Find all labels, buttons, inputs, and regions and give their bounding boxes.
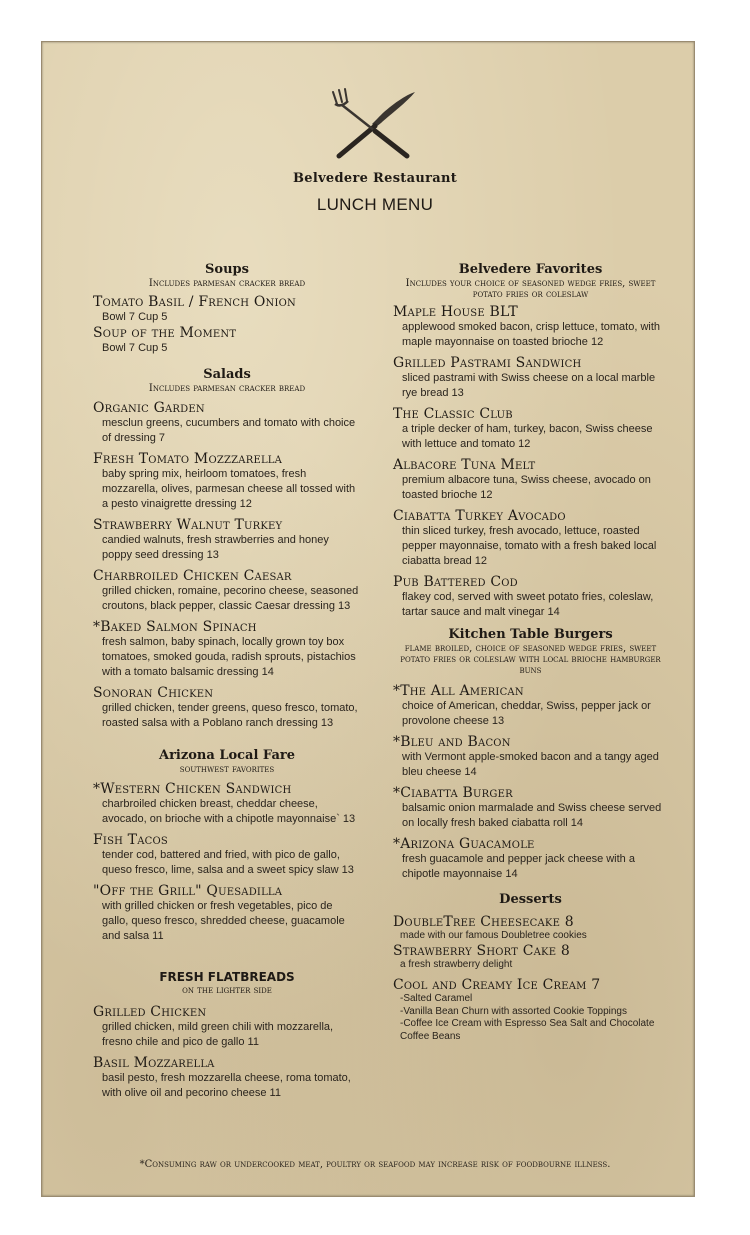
menu-item-desc: made with our famous Doubletree cookies bbox=[400, 930, 587, 941]
menu-item-desc: basil pesto, fresh mozzarella cheese, roma tomato, with olive oil and pecorino cheese 11 bbox=[102, 1072, 351, 1099]
menu-item-desc: choice of American, cheddar, Swiss, pepper jack or provolone cheese 13 bbox=[402, 700, 651, 727]
menu-item-desc: a triple decker of ham, turkey, bacon, Swiss cheese with lettuce and tomato 12 bbox=[402, 423, 653, 450]
section-title: Soups bbox=[205, 262, 249, 277]
menu-item-desc: sliced pastrami with Swiss cheese on a local marble rye bread 13 bbox=[402, 372, 656, 399]
menu-item-name: Grilled Pastrami Sandwich bbox=[393, 355, 582, 371]
menu-item-name: DoubleTree Cheesecake 8 bbox=[393, 914, 574, 930]
menu-item-desc: grilled chicken, tender greens, queso fresco, tomato, roasted salsa with a Poblano ranch dressing 13 bbox=[102, 702, 358, 729]
disclaimer: *Consuming raw or undercooked meat, poultry or seafood may increase risk of foodbourne illness. bbox=[139, 1159, 611, 1170]
section-title: Desserts bbox=[499, 892, 562, 907]
menu-item-desc: applewood smoked bacon, crisp lettuce, tomato, with maple mayonnaise on toasted brioche 12 bbox=[402, 321, 661, 348]
menu-item-desc: mesclun greens, cucumbers and tomato with choice of dressing 7 bbox=[102, 417, 356, 444]
menu-title: LUNCH MENU bbox=[316, 195, 434, 214]
menu-item-name: Ciabatta Turkey Avocado bbox=[393, 508, 566, 524]
menu-item-name: Sonoran Chicken bbox=[93, 685, 214, 701]
menu-item-desc: Bowl 7 Cup 5 bbox=[102, 311, 168, 323]
desserts-section bbox=[393, 892, 668, 1043]
menu-item-desc: fresh guacamole and pepper jack cheese with a chipotle mayonnaise 14 bbox=[402, 853, 635, 880]
crossed-fork-knife-icon bbox=[325, 86, 423, 162]
menu-item-name: Albacore Tuna Melt bbox=[393, 457, 536, 473]
menu-item-desc: with grilled chicken or fresh vegetables, pico de gallo, queso fresco, shredded cheese, guacamole and salsa 11 bbox=[102, 900, 345, 942]
menu-item-name: *The All American bbox=[393, 683, 524, 699]
section-subtitle: flame broiled, choice of seasoned wedge fries, sweet potato fries or coleslaw with local brioche hamburger buns bbox=[400, 643, 661, 676]
menu-item-name: "Off the Grill" Quesadilla bbox=[93, 883, 283, 899]
menu-item-bullet: -Salted Caramel bbox=[400, 993, 473, 1004]
menu-item-name: Basil Mozzarella bbox=[93, 1055, 215, 1071]
section-title: FRESH FLATBREADS bbox=[159, 970, 295, 984]
menu-item-name: *Arizona Guacamole bbox=[393, 836, 535, 852]
menu-item-bullet: -Vanilla Bean Churn with assorted Cookie Toppings bbox=[400, 1005, 627, 1017]
section-title: Arizona Local Fare bbox=[158, 748, 295, 763]
menu-item-desc: flakey cod, served with sweet potato fries, coleslaw, tartar sauce and malt vinegar 14 bbox=[402, 591, 654, 618]
menu-item-name: Fresh Tomato Mozzzarella bbox=[93, 451, 283, 467]
favorites-section bbox=[393, 262, 668, 620]
menu-item-desc: candied walnuts, fresh strawberries and honey poppy seed dressing 13 bbox=[102, 534, 329, 561]
menu-item-name: Pub Battered Cod bbox=[393, 574, 518, 590]
menu-item-name: Soup of the Moment bbox=[93, 325, 237, 341]
menu-item-name: Maple House BLT bbox=[393, 304, 518, 320]
left-column bbox=[93, 262, 361, 1101]
menu-item-desc: baby spring mix, heirloom tomatoes, fresh mozzarella, olives, parmesan cheese all tossed with a pesto vinaigrette dressing 12 bbox=[102, 468, 356, 510]
menu-item-bullet: -Coffee Ice Cream with Espresso Sea Salt and Chocolate Coffee Beans bbox=[400, 1018, 655, 1042]
restaurant-name: Belvedere Restaurant bbox=[292, 171, 458, 186]
menu-item-name: *Baked Salmon Spinach bbox=[93, 619, 257, 635]
salads-section bbox=[93, 367, 361, 731]
menu-item-desc: balsamic onion marmalade and Swiss cheese served on locally fresh baked ciabatta roll 14 bbox=[402, 802, 662, 829]
section-title: Belvedere Favorites bbox=[458, 262, 603, 277]
flatbreads-section bbox=[93, 969, 361, 1101]
menu-item-desc: a fresh strawberry delight bbox=[400, 958, 513, 970]
section-title: Kitchen Table Burgers bbox=[448, 627, 613, 642]
section-subtitle: Includes your choice of seasoned wedge fries, sweet potato fries or coleslaw bbox=[405, 278, 656, 300]
menu-item-name: Cool and Creamy Ice Cream 7 bbox=[393, 977, 601, 993]
menu-item-name: Strawberry Walnut Turkey bbox=[93, 517, 283, 533]
menu-item-desc: Bowl 7 Cup 5 bbox=[102, 342, 168, 354]
menu-item-desc: fresh salmon, baby spinach, locally grown toy box tomatoes, smoked gouda, radish sprouts, pistachios with a tomato balsamic dressing 14 bbox=[102, 636, 356, 678]
section-subtitle: southwest favorites bbox=[179, 764, 275, 775]
menu-item-name: Charbroiled Chicken Caesar bbox=[93, 568, 292, 584]
soups-section bbox=[93, 262, 361, 356]
menu-item-name: *Bleu and Bacon bbox=[393, 734, 511, 750]
menu-item-name: Strawberry Short Cake 8 bbox=[393, 942, 570, 959]
section-title: Salads bbox=[203, 367, 251, 382]
menu-item-desc: grilled chicken, romaine, pecorino cheese, seasoned croutons, black pepper, classic Caesar dressing 13 bbox=[102, 585, 359, 612]
menu-item-name: *Western Chicken Sandwich bbox=[93, 781, 292, 797]
menu-item-name: Fish Tacos bbox=[93, 832, 168, 848]
menu-item-desc: grilled chicken, mild green chili with mozzarella, fresno chile and pico de gallo 11 bbox=[102, 1021, 334, 1048]
menu-item-name: Grilled Chicken bbox=[93, 1004, 207, 1020]
menu-item-desc: with Vermont apple-smoked bacon and a tangy aged bleu cheese 14 bbox=[402, 751, 659, 778]
section-subtitle: Includes parmesan cracker bread bbox=[148, 278, 306, 289]
menu-item-name: The Classic Club bbox=[393, 406, 513, 422]
burgers-section bbox=[393, 627, 668, 882]
menu-item-desc: tender cod, battered and fried, with pico de gallo, queso fresco, lime, salsa and a sweet spicy slaw 13 bbox=[102, 849, 354, 876]
menu-item-name: Tomato Basil / French Onion bbox=[93, 294, 296, 310]
menu-item-desc: premium albacore tuna, Swiss cheese, avocado on toasted brioche 12 bbox=[402, 474, 651, 501]
right-column bbox=[393, 262, 668, 1043]
menu-item-desc: thin sliced turkey, fresh avocado, lettuce, roasted pepper mayonnaise, tomato with a fresh baked local ciabatta bread 12 bbox=[402, 525, 657, 567]
menu-item-desc: charbroiled chicken breast, cheddar cheese, avocado, on brioche with a chipotle mayonnaise` 13 bbox=[102, 798, 356, 825]
section-subtitle: Includes parmesan cracker bread bbox=[148, 383, 306, 394]
section-subtitle: on the lighter side bbox=[182, 985, 272, 996]
menu-item-name: Organic Garden bbox=[93, 400, 205, 416]
arizona-section bbox=[93, 748, 361, 944]
menu-item-name: *Ciabatta Burger bbox=[393, 785, 513, 801]
